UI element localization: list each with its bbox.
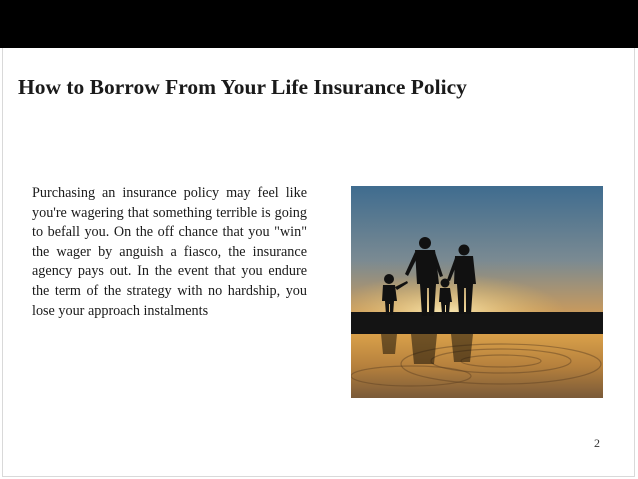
family-silhouette-image xyxy=(351,186,603,398)
slide-title: How to Borrow From Your Life Insurance Policy xyxy=(18,75,467,99)
family-sunset-photo xyxy=(351,186,603,398)
top-bar xyxy=(0,0,638,48)
slide-body-text: Purchasing an insurance policy may feel like you're wagering that something terrible is going to befall you. On the off chance that you "win" the wager by anguish a fiasco, the insurance agency pays out. In the event that you endure the term of the strategy with no hardship, you lose your approach instalments xyxy=(32,185,307,319)
page-number: 2 xyxy=(594,436,600,450)
